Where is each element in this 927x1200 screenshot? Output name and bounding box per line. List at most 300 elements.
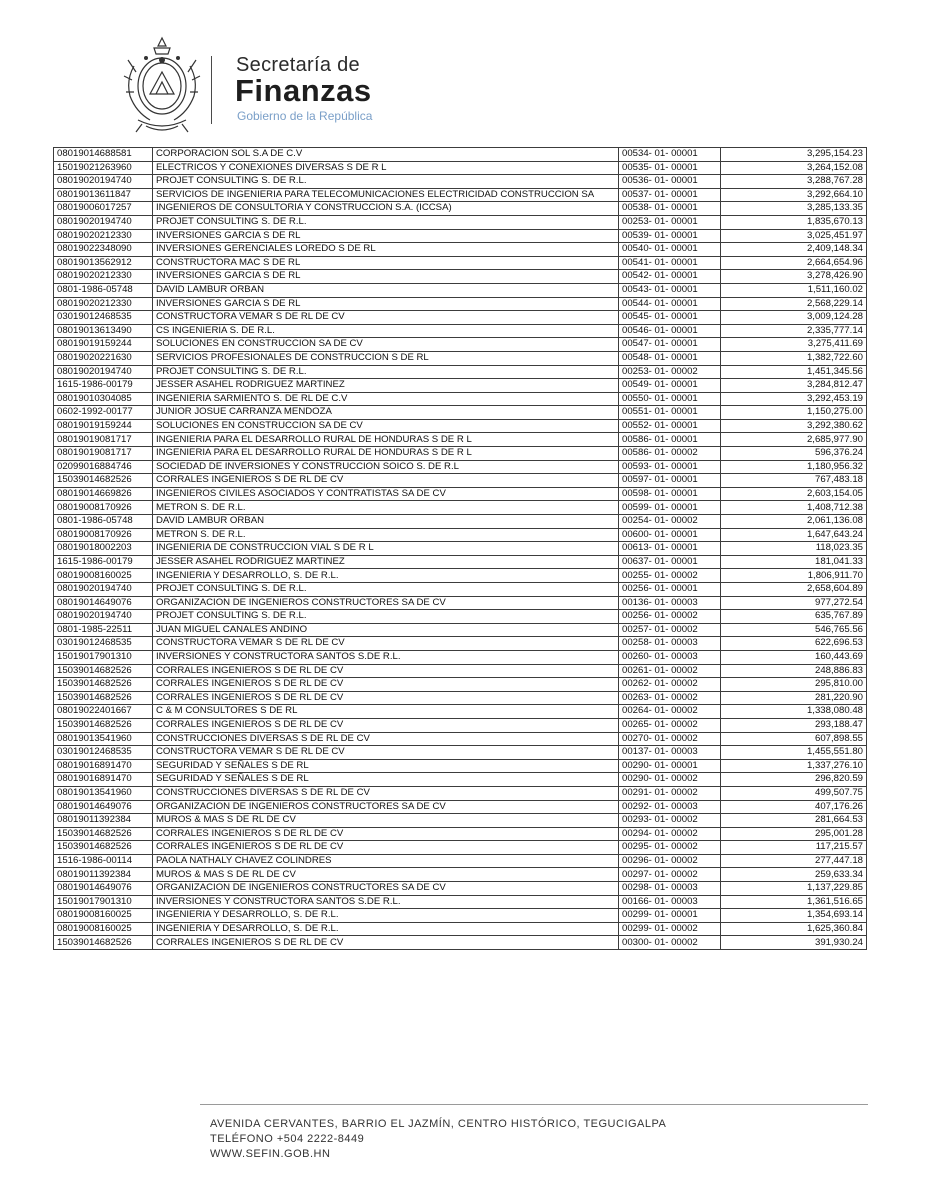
code-cell: 00637- 01- 00001 [619,555,721,569]
rtn-cell: 08019020221630 [54,351,153,365]
name-cell: INVERSIONES Y CONSTRUCTORA SANTOS S.DE R.L. [153,895,619,909]
footer-divider [200,1104,868,1105]
rtn-cell: 08019013613490 [54,324,153,338]
name-cell: CONSTRUCTORA VEMAR S DE RL DE CV [153,311,619,325]
rtn-cell: 08019014649076 [54,800,153,814]
rtn-cell: 15039014682526 [54,936,153,950]
code-cell: 00300- 01- 00002 [619,936,721,950]
name-cell: PROJET CONSULTING S. DE R.L. [153,215,619,229]
code-cell: 00257- 01- 00002 [619,623,721,637]
code-cell: 00540- 01- 00001 [619,243,721,257]
code-cell: 00586- 01- 00002 [619,447,721,461]
records-table [53,147,867,950]
rtn-cell: 08019020194740 [54,175,153,189]
table-row [54,922,867,936]
amount-cell: 2,658,604.89 [721,583,867,597]
name-cell: MUROS & MAS S DE RL DE CV [153,814,619,828]
coat-of-arms-icon [116,36,208,134]
amount-cell: 117,215.57 [721,841,867,855]
amount-cell: 3,264,152.08 [721,161,867,175]
brand-gobierno: Gobierno de la República [237,109,373,123]
name-cell: CORRALES INGENIEROS S DE RL DE CV [153,691,619,705]
rtn-cell: 08019010304085 [54,392,153,406]
code-cell: 00255- 01- 00002 [619,569,721,583]
name-cell: INGENIERIA Y DESARROLLO, S. DE R.L. [153,909,619,923]
rtn-cell: 03019012468535 [54,637,153,651]
code-cell: 00136- 01- 00003 [619,596,721,610]
rtn-cell: 1516-1986-00114 [54,854,153,868]
brand-secretaria: Secretaría de [236,54,360,76]
rtn-cell: 08019014649076 [54,596,153,610]
name-cell: CORRALES INGENIEROS S DE RL DE CV [153,841,619,855]
rtn-cell: 08019008160025 [54,909,153,923]
amount-cell: 3,278,426.90 [721,270,867,284]
code-cell: 00254- 01- 00002 [619,515,721,529]
rtn-cell: 08019013541960 [54,786,153,800]
name-cell: SOLUCIONES EN CONSTRUCCION SA DE CV [153,338,619,352]
rtn-cell: 08019016891470 [54,773,153,787]
code-cell: 00294- 01- 00002 [619,827,721,841]
code-cell: 00296- 01- 00002 [619,854,721,868]
amount-cell: 160,443.69 [721,650,867,664]
code-cell: 00599- 01- 00001 [619,501,721,515]
table-row [54,311,867,325]
table-row [54,419,867,433]
rtn-cell: 08019022348090 [54,243,153,257]
amount-cell: 622,696.53 [721,637,867,651]
rtn-cell: 08019008170926 [54,528,153,542]
code-cell: 00538- 01- 00001 [619,202,721,216]
name-cell: INGENIERIA DE CONSTRUCCION VIAL S DE R L [153,542,619,556]
name-cell: DAVID LAMBUR ORBAN [153,515,619,529]
amount-cell: 635,767.89 [721,610,867,624]
table-row [54,338,867,352]
amount-cell: 1,382,722.60 [721,351,867,365]
code-cell: 00600- 01- 00001 [619,528,721,542]
table-row [54,460,867,474]
code-cell: 00298- 01- 00003 [619,882,721,896]
table-row [54,515,867,529]
name-cell: MUROS & MAS S DE RL DE CV [153,868,619,882]
name-cell: ORGANIZACION DE INGENIEROS CONSTRUCTORES SA DE CV [153,800,619,814]
code-cell: 00299- 01- 00002 [619,922,721,936]
code-cell: 00261- 01- 00002 [619,664,721,678]
amount-cell: 118,023.35 [721,542,867,556]
name-cell: CONSTRUCTORA MAC S DE RL [153,256,619,270]
name-cell: JUAN MIGUEL CANALES ANDINO [153,623,619,637]
name-cell: INGENIERIA PARA EL DESARROLLO RURAL DE HONDURAS S DE R L [153,433,619,447]
rtn-cell: 08019020212330 [54,229,153,243]
code-cell: 00544- 01- 00001 [619,297,721,311]
name-cell: INGENIERIA Y DESARROLLO, S. DE R.L. [153,569,619,583]
table-row [54,569,867,583]
table-row [54,814,867,828]
table-row [54,827,867,841]
table-row [54,433,867,447]
table-row [54,882,867,896]
code-cell: 00299- 01- 00001 [619,909,721,923]
rtn-cell: 08019013541960 [54,732,153,746]
letterhead [112,34,432,134]
code-cell: 00253- 01- 00001 [619,215,721,229]
amount-cell: 1,511,160.02 [721,283,867,297]
name-cell: SEGURIDAD Y SEÑALES S DE RL [153,759,619,773]
rtn-cell: 08019020194740 [54,610,153,624]
code-cell: 00290- 01- 00001 [619,759,721,773]
table-row [54,623,867,637]
name-cell: CORRALES INGENIEROS S DE RL DE CV [153,678,619,692]
rtn-cell: 03019012468535 [54,746,153,760]
table-row [54,868,867,882]
amount-cell: 1,337,276.10 [721,759,867,773]
table-row [54,148,867,162]
amount-cell: 281,220.90 [721,691,867,705]
amount-cell: 407,176.26 [721,800,867,814]
amount-cell: 546,765.56 [721,623,867,637]
rtn-cell: 1615-1986-00179 [54,379,153,393]
rtn-cell: 08019020194740 [54,583,153,597]
table-row [54,447,867,461]
table-row [54,705,867,719]
name-cell: SERVICIOS DE INGENIERIA PARA TELECOMUNICACIONES ELECTRICIDAD CONSTRUCCION SA [153,188,619,202]
code-cell: 00256- 01- 00002 [619,610,721,624]
amount-cell: 293,188.47 [721,718,867,732]
table-row [54,800,867,814]
table-row [54,215,867,229]
code-cell: 00598- 01- 00001 [619,487,721,501]
amount-cell: 3,009,124.28 [721,311,867,325]
code-cell: 00536- 01- 00001 [619,175,721,189]
rtn-cell: 08019020194740 [54,365,153,379]
table-row [54,501,867,515]
table-row [54,773,867,787]
code-cell: 00542- 01- 00001 [619,270,721,284]
amount-cell: 295,001.28 [721,827,867,841]
name-cell: ELECTRICOS Y CONEXIONES DIVERSAS S DE R L [153,161,619,175]
table-row [54,528,867,542]
amount-cell: 767,483.18 [721,474,867,488]
code-cell: 00262- 01- 00002 [619,678,721,692]
code-cell: 00535- 01- 00001 [619,161,721,175]
name-cell: METRON S. DE R.L. [153,501,619,515]
amount-cell: 3,275,411.69 [721,338,867,352]
amount-cell: 499,507.75 [721,786,867,800]
amount-cell: 1,408,712.38 [721,501,867,515]
rtn-cell: 08019008170926 [54,501,153,515]
code-cell: 00552- 01- 00001 [619,419,721,433]
name-cell: METRON S. DE R.L. [153,528,619,542]
name-cell: INGENIEROS CIVILES ASOCIADOS Y CONTRATISTAS SA DE CV [153,487,619,501]
table-row [54,365,867,379]
name-cell: ORGANIZACION DE INGENIEROS CONSTRUCTORES SA DE CV [153,596,619,610]
name-cell: INGENIERIA SARMIENTO S. DE RL DE C.V [153,392,619,406]
code-cell: 00137- 01- 00003 [619,746,721,760]
name-cell: CORRALES INGENIEROS S DE RL DE CV [153,664,619,678]
table-row [54,691,867,705]
table-row [54,841,867,855]
table-row [54,351,867,365]
amount-cell: 977,272.54 [721,596,867,610]
rtn-cell: 08019019159244 [54,419,153,433]
table-row [54,474,867,488]
table-row [54,542,867,556]
rtn-cell: 08019013611847 [54,188,153,202]
amount-cell: 607,898.55 [721,732,867,746]
rtn-cell: 08019019081717 [54,433,153,447]
amount-cell: 181,041.33 [721,555,867,569]
name-cell: SOLUCIONES EN CONSTRUCCION SA DE CV [153,419,619,433]
table-row [54,256,867,270]
footer-address: AVENIDA CERVANTES, BARRIO EL JAZMÍN, CENTRO HISTÓRICO, TEGUCIGALPA [210,1118,667,1130]
code-cell: 00539- 01- 00001 [619,229,721,243]
table-row [54,555,867,569]
amount-cell: 1,361,516.65 [721,895,867,909]
code-cell: 00291- 01- 00002 [619,786,721,800]
code-cell: 00593- 01- 00001 [619,460,721,474]
rtn-cell: 08019020212330 [54,297,153,311]
code-cell: 00297- 01- 00002 [619,868,721,882]
table-row [54,759,867,773]
rtn-cell: 02099016884746 [54,460,153,474]
amount-cell: 1,354,693.14 [721,909,867,923]
footer [210,1117,666,1162]
amount-cell: 1,647,643.24 [721,528,867,542]
amount-cell: 2,664,654.96 [721,256,867,270]
table-row [54,229,867,243]
code-cell: 00534- 01- 00001 [619,148,721,162]
amount-cell: 3,025,451.97 [721,229,867,243]
name-cell: PROJET CONSULTING S. DE R.L. [153,583,619,597]
amount-cell: 3,285,133.35 [721,202,867,216]
table-row [54,243,867,257]
code-cell: 00537- 01- 00001 [619,188,721,202]
amount-cell: 1,338,080.48 [721,705,867,719]
table-row [54,379,867,393]
name-cell: PROJET CONSULTING S. DE R.L. [153,610,619,624]
code-cell: 00293- 01- 00002 [619,814,721,828]
footer-phone: TELÉFONO +504 2222-8449 [210,1133,365,1145]
name-cell: INGENIERIA PARA EL DESARROLLO RURAL DE HONDURAS S DE R L [153,447,619,461]
name-cell: CONSTRUCCIONES DIVERSAS S DE RL DE CV [153,786,619,800]
code-cell: 00295- 01- 00002 [619,841,721,855]
name-cell: C & M CONSULTORES S DE RL [153,705,619,719]
code-cell: 00270- 01- 00002 [619,732,721,746]
amount-cell: 3,284,812.47 [721,379,867,393]
name-cell: INGENIEROS DE CONSULTORIA Y CONSTRUCCION S.A. (ICCSA) [153,202,619,216]
rtn-cell: 03019012468535 [54,311,153,325]
name-cell: JESSER ASAHEL RODRIGUEZ MARTINEZ [153,379,619,393]
rtn-cell: 08019019159244 [54,338,153,352]
amount-cell: 2,409,148.34 [721,243,867,257]
amount-cell: 3,288,767.28 [721,175,867,189]
table-row [54,664,867,678]
table-row [54,596,867,610]
amount-cell: 296,820.59 [721,773,867,787]
code-cell: 00543- 01- 00001 [619,283,721,297]
table-row [54,718,867,732]
rtn-cell: 08019011392384 [54,868,153,882]
amount-cell: 259,633.34 [721,868,867,882]
code-cell: 00264- 01- 00002 [619,705,721,719]
amount-cell: 248,886.83 [721,664,867,678]
code-cell: 00597- 01- 00001 [619,474,721,488]
table-row [54,909,867,923]
table-row [54,283,867,297]
table-row [54,583,867,597]
amount-cell: 1,180,956.32 [721,460,867,474]
amount-cell: 1,835,670.13 [721,215,867,229]
code-cell: 00550- 01- 00001 [619,392,721,406]
name-cell: INVERSIONES GERENCIALES LOREDO S DE RL [153,243,619,257]
code-cell: 00290- 01- 00002 [619,773,721,787]
amount-cell: 2,335,777.14 [721,324,867,338]
code-cell: 00545- 01- 00001 [619,311,721,325]
amount-cell: 2,685,977.90 [721,433,867,447]
code-cell: 00263- 01- 00002 [619,691,721,705]
name-cell: INGENIERIA Y DESARROLLO, S. DE R.L. [153,922,619,936]
code-cell: 00551- 01- 00001 [619,406,721,420]
rtn-cell: 0602-1992-00177 [54,406,153,420]
rtn-cell: 08019013562912 [54,256,153,270]
amount-cell: 596,376.24 [721,447,867,461]
rtn-cell: 15019017901310 [54,650,153,664]
records-table-body [54,148,867,950]
table-row [54,678,867,692]
table-row [54,297,867,311]
rtn-cell: 0801-1986-05748 [54,515,153,529]
name-cell: PROJET CONSULTING S. DE R.L. [153,175,619,189]
name-cell: CORRALES INGENIEROS S DE RL DE CV [153,827,619,841]
footer-website: WWW.SEFIN.GOB.HN [210,1148,331,1160]
name-cell: INVERSIONES GARCIA S DE RL [153,297,619,311]
rtn-cell: 15039014682526 [54,718,153,732]
rtn-cell: 08019018002203 [54,542,153,556]
code-cell: 00613- 01- 00001 [619,542,721,556]
header-divider [211,56,212,124]
table-row [54,610,867,624]
table-row [54,161,867,175]
code-cell: 00256- 01- 00001 [619,583,721,597]
code-cell: 00166- 01- 00003 [619,895,721,909]
code-cell: 00546- 01- 00001 [619,324,721,338]
amount-cell: 295,810.00 [721,678,867,692]
table-row [54,392,867,406]
name-cell: ORGANIZACION DE INGENIEROS CONSTRUCTORES SA DE CV [153,882,619,896]
amount-cell: 1,455,551.80 [721,746,867,760]
rtn-cell: 15039014682526 [54,691,153,705]
code-cell: 00541- 01- 00001 [619,256,721,270]
rtn-cell: 08019014669826 [54,487,153,501]
rtn-cell: 08019014688581 [54,148,153,162]
table-row [54,854,867,868]
rtn-cell: 0801-1986-05748 [54,283,153,297]
code-cell: 00265- 01- 00002 [619,718,721,732]
rtn-cell: 15019021263960 [54,161,153,175]
rtn-cell: 15039014682526 [54,841,153,855]
name-cell: INVERSIONES GARCIA S DE RL [153,229,619,243]
table-row [54,732,867,746]
amount-cell: 2,568,229.14 [721,297,867,311]
name-cell: SEGURIDAD Y SEÑALES S DE RL [153,773,619,787]
table-row [54,487,867,501]
rtn-cell: 08019008160025 [54,922,153,936]
amount-cell: 3,292,380.62 [721,419,867,433]
name-cell: CORRALES INGENIEROS S DE RL DE CV [153,474,619,488]
name-cell: CORPORACION SOL S.A DE C.V [153,148,619,162]
table-row [54,175,867,189]
name-cell: JESSER ASAHEL RODRIGUEZ MARTINEZ [153,555,619,569]
name-cell: CONSTRUCTORA VEMAR S DE RL DE CV [153,637,619,651]
name-cell: PAOLA NATHALY CHAVEZ COLINDRES [153,854,619,868]
code-cell: 00253- 01- 00002 [619,365,721,379]
rtn-cell: 08019022401667 [54,705,153,719]
rtn-cell: 15019017901310 [54,895,153,909]
rtn-cell: 08019008160025 [54,569,153,583]
amount-cell: 1,137,229.85 [721,882,867,896]
name-cell: CORRALES INGENIEROS S DE RL DE CV [153,936,619,950]
amount-cell: 2,603,154.05 [721,487,867,501]
code-cell: 00258- 01- 00003 [619,637,721,651]
rtn-cell: 1615-1986-00179 [54,555,153,569]
name-cell: SOCIEDAD DE INVERSIONES Y CONSTRUCCION SOICO S. DE R.L [153,460,619,474]
code-cell: 00260- 01- 00003 [619,650,721,664]
code-cell: 00549- 01- 00001 [619,379,721,393]
name-cell: INVERSIONES Y CONSTRUCTORA SANTOS S.DE R.L. [153,650,619,664]
rtn-cell: 08019020212330 [54,270,153,284]
table-row [54,406,867,420]
rtn-cell: 15039014682526 [54,827,153,841]
amount-cell: 281,664.53 [721,814,867,828]
name-cell: CORRALES INGENIEROS S DE RL DE CV [153,718,619,732]
name-cell: CONSTRUCTORA VEMAR S DE RL DE CV [153,746,619,760]
code-cell: 00547- 01- 00001 [619,338,721,352]
amount-cell: 3,292,453.19 [721,392,867,406]
table-row [54,895,867,909]
name-cell: PROJET CONSULTING S. DE R.L. [153,365,619,379]
rtn-cell: 08019019081717 [54,447,153,461]
rtn-cell: 08019006017257 [54,202,153,216]
amount-cell: 1,625,360.84 [721,922,867,936]
rtn-cell: 08019020194740 [54,215,153,229]
name-cell: JUNIOR JOSUE CARRANZA MENDOZA [153,406,619,420]
table-row [54,188,867,202]
name-cell: DAVID LAMBUR ORBAN [153,283,619,297]
name-cell: SERVICIOS PROFESIONALES DE CONSTRUCCION S DE RL [153,351,619,365]
table-row [54,936,867,950]
amount-cell: 277,447.18 [721,854,867,868]
amount-cell: 3,292,664.10 [721,188,867,202]
amount-cell: 391,930.24 [721,936,867,950]
amount-cell: 1,150,275.00 [721,406,867,420]
amount-cell: 1,451,345.56 [721,365,867,379]
table-row [54,746,867,760]
table-row [54,786,867,800]
code-cell: 00548- 01- 00001 [619,351,721,365]
table-row [54,202,867,216]
brand-finanzas: Finanzas [235,73,372,108]
code-cell: 00586- 01- 00001 [619,433,721,447]
name-cell: CS INGENIERIA S. DE R.L. [153,324,619,338]
table-row [54,270,867,284]
rtn-cell: 08019014649076 [54,882,153,896]
rtn-cell: 08019016891470 [54,759,153,773]
table-row [54,650,867,664]
rtn-cell: 08019011392384 [54,814,153,828]
rtn-cell: 15039014682526 [54,678,153,692]
name-cell: INVERSIONES GARCIA S DE RL [153,270,619,284]
table-row [54,637,867,651]
amount-cell: 3,295,154.23 [721,148,867,162]
